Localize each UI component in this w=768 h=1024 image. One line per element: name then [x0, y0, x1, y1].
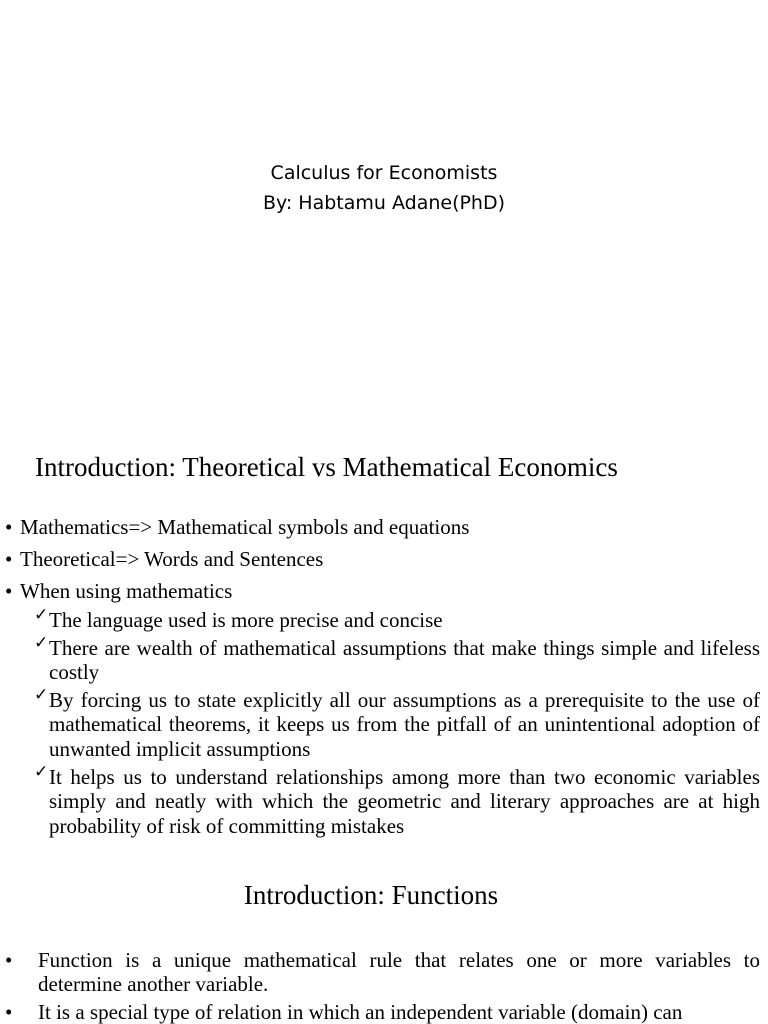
section-heading-functions: Introduction: Functions — [243, 880, 499, 910]
list-item-text: Mathematics=> Mathematical symbols and equations — [20, 515, 470, 539]
list-item — [5, 515, 469, 539]
bullet-icon: • — [5, 515, 13, 539]
checklist-item — [34, 762, 760, 838]
checklist-item — [34, 605, 760, 632]
checkmark-icon: ✓ — [34, 762, 49, 782]
bullet-icon: • — [5, 1000, 13, 1024]
section-heading-theoretical-vs-mathematical: Introduction: Theoretical vs Mathematical Economics — [35, 452, 618, 482]
bullet-icon: • — [5, 948, 13, 972]
list-item-text: It is a special type of relation in which an independent variable (domain) can — [38, 1000, 683, 1024]
list-item — [5, 579, 232, 603]
checkmark-icon: ✓ — [34, 605, 49, 625]
list-item-text: Theoretical=> Words and Sentences — [20, 547, 324, 571]
document-author: By: Habtamu Adane(PhD) — [262, 192, 506, 214]
checklist-item — [34, 633, 760, 685]
checklist-item — [34, 685, 760, 761]
checklist-item-text: It helps us to understand relationships among more than two economic variables simply and neatly with which the geometric and literary approaches are at high probability of risk of committing mistakes — [49, 765, 760, 838]
checklist-item-text: By forcing us to state explicitly all our assumptions as a prerequisite to the use of mathematical theorems, it keeps us from the pitfall of an unintentional adoption of unwanted implicit assumptions — [49, 688, 760, 761]
list-item-text: Function is a unique mathematical rule that relates one or more variables to determine another variable. — [38, 948, 760, 996]
checkmark-icon: ✓ — [34, 633, 49, 653]
checklist-item-text: The language used is more precise and concise — [49, 608, 443, 632]
bullet-icon: • — [5, 579, 13, 603]
bullet-icon: • — [5, 547, 13, 571]
document-title: Calculus for Economists — [270, 162, 498, 184]
list-item — [5, 948, 760, 996]
checkmark-icon: ✓ — [34, 685, 49, 705]
list-item — [5, 547, 323, 571]
checklist-item-text: There are wealth of mathematical assumptions that make things simple and lifeless costly — [49, 636, 760, 685]
list-item — [5, 1000, 760, 1024]
list-item-text: When using mathematics — [20, 579, 233, 603]
